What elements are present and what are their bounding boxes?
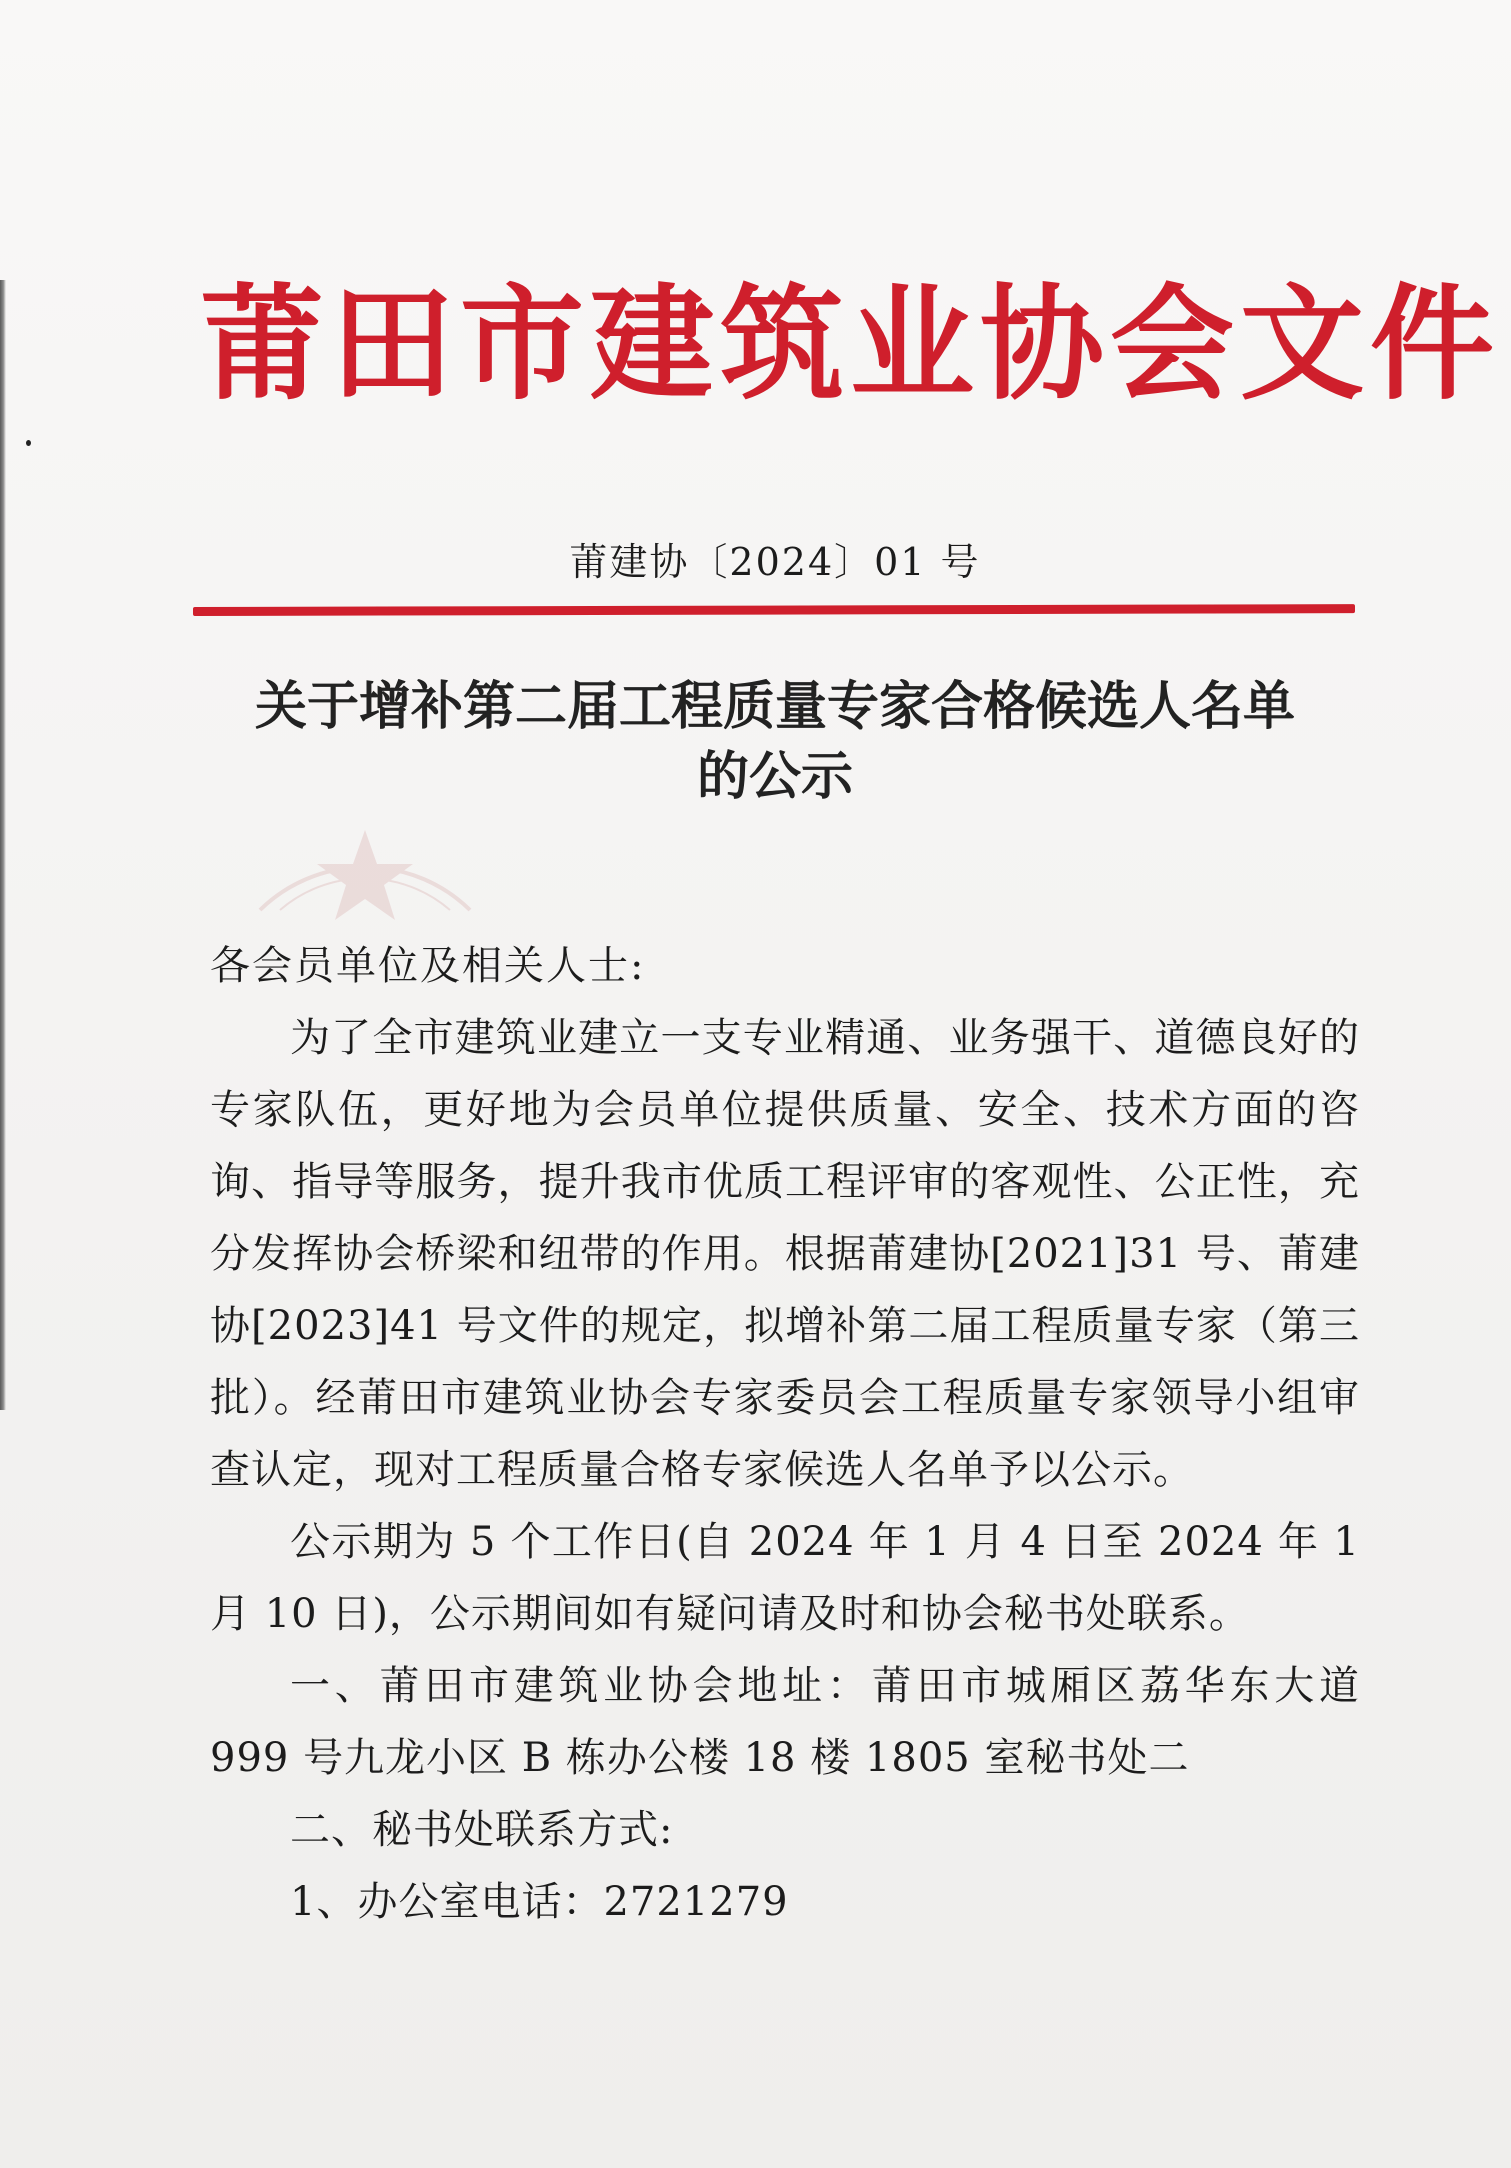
red-divider-line	[193, 604, 1355, 616]
notice-title-line-2: 的公示	[696, 747, 853, 807]
org-title: 莆田市建筑业协会文件	[200, 273, 1501, 417]
scan-edge-shadow	[0, 280, 6, 1410]
salutation: 各会员单位及相关人士:	[210, 943, 646, 989]
faded-seal-stamp	[240, 760, 490, 950]
body-paragraph-1: 为了全市建筑业建立一支专业精通、业务强干、道德良好的专家队伍，更好地为会员单位提供质量、安全、技术方面的咨询、指导等服务，提升我市优质工程评审的客观性、公正性，充分发挥协会桥梁和纽带的作用。根据莆建协[2021]31 号、莆建协[2023]41 号文件的规定，拟增补第二届工程质量专家（第三批）。经莆田市建筑业协会专家委员会工程质量专家领导小组审查认定，现对工程质量合格专家候选人名单予以公示。	[210, 1015, 1360, 1493]
address-item: 一、莆田市建筑业协会地址：莆田市城厢区荔华东大道 999 号九龙小区 B 栋办公楼 18 楼 1805 室秘书处二	[210, 1663, 1360, 1781]
contact-heading: 二、秘书处联系方式:	[290, 1807, 674, 1853]
office-phone: 1、办公室电话：2721279	[290, 1879, 789, 1925]
doc-number: 莆建协〔2024〕01 号	[569, 540, 981, 584]
notice-body	[210, 930, 1360, 1938]
notice-title-line-1: 关于增补第二届工程质量专家合格候选人名单	[254, 677, 1295, 737]
scan-speck	[26, 440, 31, 446]
body-paragraph-2: 公示期为 5 个工作日(自 2024 年 1 月 4 日至 2024 年 1 月 10 日)，公示期间如有疑问请及时和协会秘书处联系。	[210, 1519, 1360, 1637]
